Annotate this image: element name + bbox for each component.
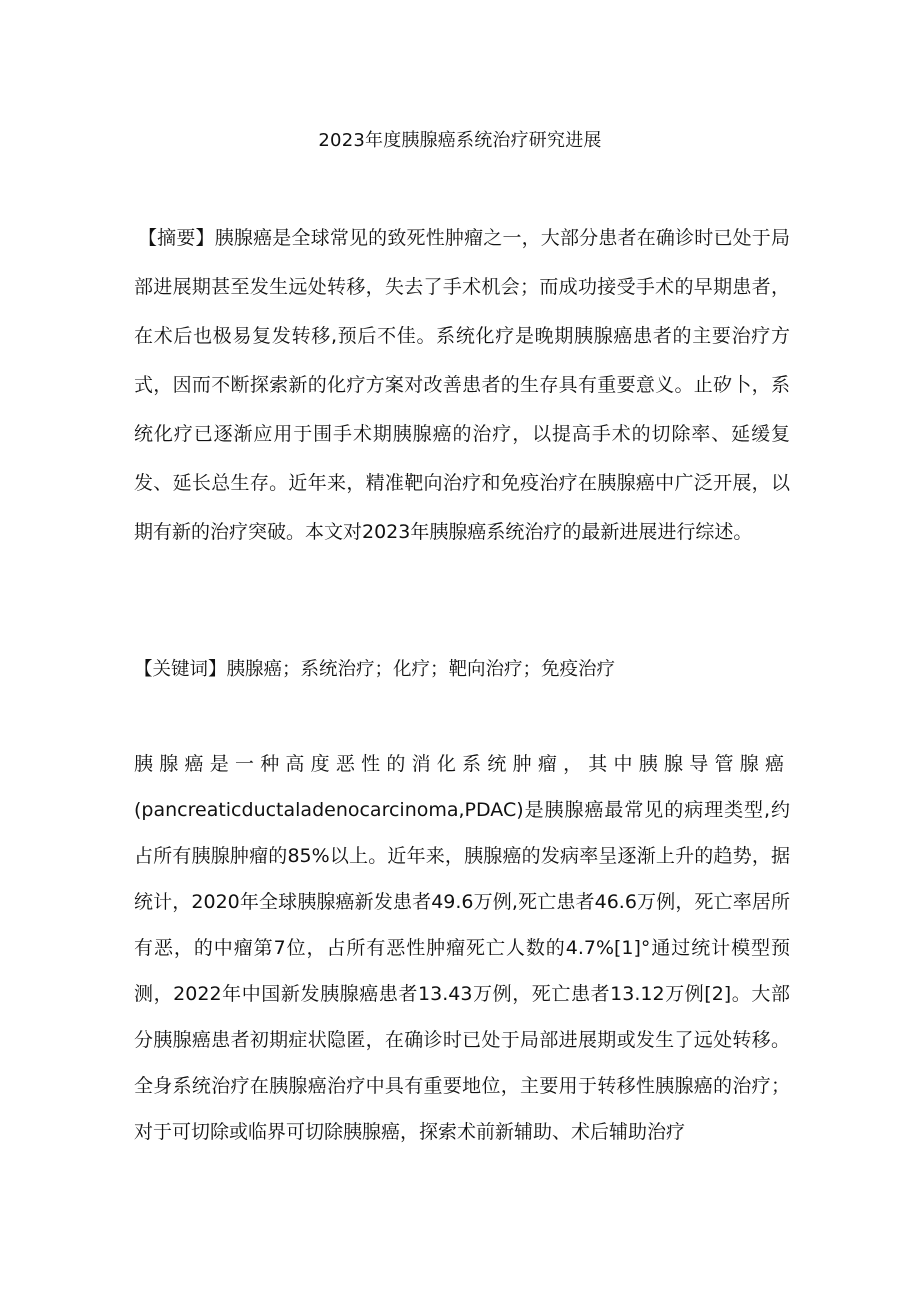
keywords-paragraph	[134, 645, 790, 694]
intro-paragraph	[134, 741, 790, 1155]
document-title: 2023年度胰腺癌系统治疗研究进展	[318, 130, 602, 151]
abstract-label: 【摘要】	[138, 227, 215, 249]
abstract-text: 胰腺癌是全球常见的致死性肿瘤之一，大部分患者在确诊时已处于局部进展期甚至发生远处转移，失去了手术机会；而成功接受手术的早期患者，在术后也极易复发转移,预后不佳。系统化疗是晚期胰腺癌患者的主要治疗方式，因而不断探索新的化疗方案对改善患者的生存具有重要意义。止矽卜，系统化疗已逐渐应用于围手术期胰腺癌的治疗，以提高手术的切除率、延缓复发、延长总生存。近年来，精准靶向治疗和免疫治疗在胰腺癌中广泛开展，以期有新的治疗突破。本文对2023年胰腺癌系统治疗的最新进展进行综述。	[134, 227, 790, 543]
intro-text: (pancreaticductaladenocarcinoma,PDAC)是胰腺癌最常见的病理类型,约占所有胰腺肿瘤的85%以上。近年来，胰腺癌的发病率呈逐渐上升的趋势，据统计，2020年全球胰腺癌新发患者49.6万例,死亡患者46.6万例，死亡率居所有恶，的中瘤第7位，占所有恶性肿瘤死亡人数的4.7%[1]°通过统计模型预测，2022年中国新发胰腺癌患者13.43万例，死亡患者13.12万例[2]。大部分胰腺癌患者初期症状隐匿，在确诊时已处于局部进展期或发生了远处转移。全身系统治疗在胰腺癌治疗中具有重要地位，主要用于转移性胰腺癌的治疗；对于可切除或临界可切除胰腺癌，探索术前新辅助、术后辅助治疗	[134, 799, 790, 1143]
keywords-label: 【关键词】	[134, 659, 227, 680]
abstract-paragraph	[134, 214, 790, 557]
keywords-text: 胰腺癌；系统治疗；化疗；靶向治疗；免疫治疗	[226, 659, 616, 680]
intro-first-line: 胰腺癌是一种高度恶性的消化系统肿瘤，其中胰腺导管腺癌	[134, 753, 790, 775]
